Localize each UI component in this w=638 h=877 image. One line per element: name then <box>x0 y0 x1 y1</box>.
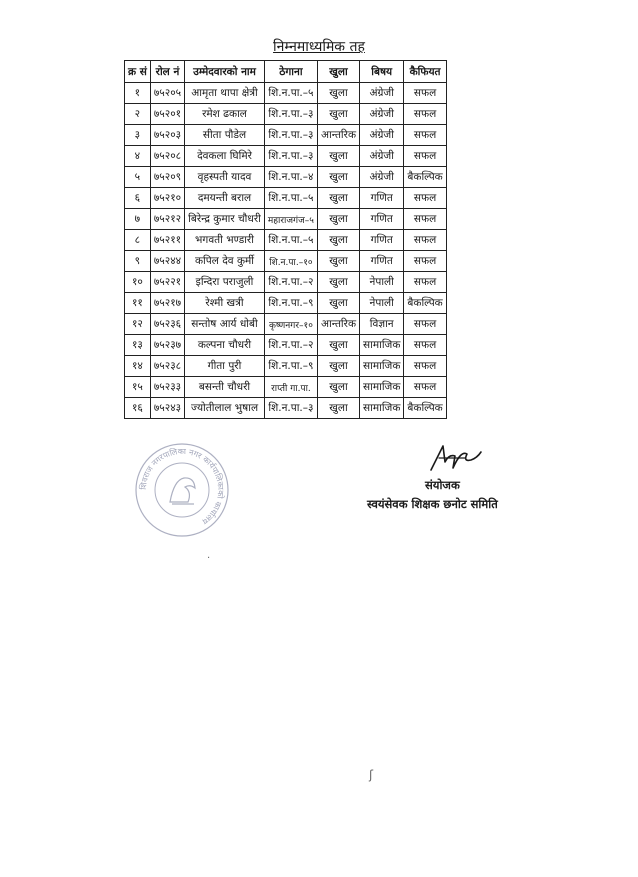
serial-cell: ४ <box>125 146 151 167</box>
serial-cell: ८ <box>125 230 151 251</box>
serial-cell: ३ <box>125 125 151 146</box>
table-row <box>125 125 447 146</box>
name-cell: रमेश ढकाल <box>185 104 265 125</box>
roll-cell: ७५२१२ <box>150 209 184 230</box>
roll-cell: ७५२११ <box>150 230 184 251</box>
table-row <box>125 293 447 314</box>
roll-cell: ७५२३८ <box>150 356 184 377</box>
category-cell: खुला <box>317 335 359 356</box>
address-cell: महाराजगंज–५ <box>264 209 317 230</box>
name-cell: सन्तोष आर्य धोबी <box>185 314 265 335</box>
col-address-header: ठेगाना <box>264 61 317 83</box>
remarks-cell: सफल <box>404 314 446 335</box>
remarks-cell: सफल <box>404 272 446 293</box>
name-cell: वृहस्पती यादव <box>185 167 265 188</box>
subject-cell: सामाजिक <box>360 398 404 419</box>
remarks-cell: सफल <box>404 356 446 377</box>
roll-cell: ७५२०३ <box>150 125 184 146</box>
serial-cell: १२ <box>125 314 151 335</box>
address-cell: कृष्णनगर–१० <box>264 314 317 335</box>
roll-cell: ७५२३३ <box>150 377 184 398</box>
table-row <box>125 314 447 335</box>
category-cell: खुला <box>317 209 359 230</box>
stamp-text: शिवराज नगरपालिका नगर कार्यपालिकाको कार्यालय <box>138 446 226 526</box>
address-cell: शि.न.पा.–३ <box>264 398 317 419</box>
subject-cell: गणित <box>360 230 404 251</box>
category-cell: खुला <box>317 377 359 398</box>
remarks-cell: सफल <box>404 209 446 230</box>
category-cell: आन्तरिक <box>317 314 359 335</box>
roll-cell: ७५२२१ <box>150 272 184 293</box>
serial-cell: १ <box>125 83 151 104</box>
subject-cell: विज्ञान <box>360 314 404 335</box>
address-cell: शि.न.पा.–५ <box>264 83 317 104</box>
serial-cell: ९ <box>125 251 151 272</box>
subject-cell: अंग्रेजी <box>360 146 404 167</box>
remarks-cell: सफल <box>404 335 446 356</box>
remarks-cell: बैकल्पिक <box>404 293 446 314</box>
address-cell: शि.न.पा.–५ <box>264 188 317 209</box>
svg-text:शिवराज नगरपालिका नगर कार्यपालि <box>138 446 226 526</box>
address-cell: शि.न.पा.–३ <box>264 125 317 146</box>
serial-cell: १० <box>125 272 151 293</box>
category-cell: खुला <box>317 293 359 314</box>
name-cell: कपिल देव कुर्मी <box>185 251 265 272</box>
results-table <box>124 60 447 419</box>
address-cell: शि.न.पा.–९ <box>264 356 317 377</box>
category-cell: खुला <box>317 356 359 377</box>
category-cell: खुला <box>317 146 359 167</box>
roll-cell: ७५२०५ <box>150 83 184 104</box>
category-cell: आन्तरिक <box>317 125 359 146</box>
table-row <box>125 356 447 377</box>
category-cell: खुला <box>317 230 359 251</box>
category-cell: खुला <box>317 188 359 209</box>
serial-cell: १६ <box>125 398 151 419</box>
serial-cell: १४ <box>125 356 151 377</box>
address-cell: शि.न.पा.–३ <box>264 104 317 125</box>
name-cell: गीता पुरी <box>185 356 265 377</box>
col-subject-header: बिषय <box>360 61 404 83</box>
remarks-cell: सफल <box>404 230 446 251</box>
table-row <box>125 230 447 251</box>
signature-role: संयोजक <box>425 478 460 492</box>
table-row <box>125 335 447 356</box>
col-name-header: उम्मेदवारको नाम <box>185 61 265 83</box>
header-row <box>125 61 447 83</box>
subject-cell: अंग्रेजी <box>360 167 404 188</box>
roll-cell: ७५२४४ <box>150 251 184 272</box>
serial-cell: २ <box>125 104 151 125</box>
category-cell: खुला <box>317 398 359 419</box>
address-cell: शि.न.पा.–२ <box>264 272 317 293</box>
scan-speck: ʃ <box>369 768 374 782</box>
address-cell: शि.न.पा.–५ <box>264 230 317 251</box>
name-cell: इन्दिरा पराजुली <box>185 272 265 293</box>
table-row <box>125 251 447 272</box>
remarks-cell: सफल <box>404 188 446 209</box>
address-cell: शि.न.पा.–९ <box>264 293 317 314</box>
remarks-cell: सफल <box>404 146 446 167</box>
serial-cell: ७ <box>125 209 151 230</box>
subject-cell: सामाजिक <box>360 377 404 398</box>
category-cell: खुला <box>317 104 359 125</box>
category-cell: खुला <box>317 83 359 104</box>
table-row <box>125 377 447 398</box>
roll-cell: ७५२०८ <box>150 146 184 167</box>
subject-cell: गणित <box>360 188 404 209</box>
remarks-cell: सफल <box>404 125 446 146</box>
table-row <box>125 398 447 419</box>
page-title: निम्नमाध्यमिक तह <box>273 39 365 55</box>
table-row <box>125 104 447 125</box>
serial-cell: १५ <box>125 377 151 398</box>
signature-scribble <box>425 440 485 476</box>
subject-cell: सामाजिक <box>360 356 404 377</box>
col-roll-header: रोल नं <box>150 61 184 83</box>
name-cell: बिरेन्द्र कुमार चौधरी <box>185 209 265 230</box>
subject-cell: गणित <box>360 251 404 272</box>
name-cell: सीता पौडेल <box>185 125 265 146</box>
serial-cell: १३ <box>125 335 151 356</box>
col-serial-header: क्र सं <box>125 61 151 83</box>
signature-committee: स्वयंसेवक शिक्षक छनोट समिति <box>367 497 498 511</box>
col-category-header: खुला <box>317 61 359 83</box>
table-row <box>125 188 447 209</box>
remarks-cell: सफल <box>404 377 446 398</box>
subject-cell: अंग्रेजी <box>360 104 404 125</box>
roll-cell: ७५२१७ <box>150 293 184 314</box>
remarks-cell: सफल <box>404 251 446 272</box>
name-cell: रेश्मी खत्री <box>185 293 265 314</box>
serial-cell: ११ <box>125 293 151 314</box>
roll-cell: ७५२३६ <box>150 314 184 335</box>
roll-cell: ७५२४३ <box>150 398 184 419</box>
roll-cell: ७५२३७ <box>150 335 184 356</box>
stamp-emblem-icon <box>170 478 195 504</box>
name-cell: कल्पना चौधरी <box>185 335 265 356</box>
name-cell: देवकला घिमिरे <box>185 146 265 167</box>
remarks-cell: बैकल्पिक <box>404 398 446 419</box>
remarks-cell: सफल <box>404 83 446 104</box>
remarks-cell: सफल <box>404 104 446 125</box>
name-cell: आमृता थापा क्षेत्री <box>185 83 265 104</box>
remarks-cell: बैकल्पिक <box>404 167 446 188</box>
name-cell: ज्योतीलाल भुषाल <box>185 398 265 419</box>
address-cell: शि.न.पा.–२ <box>264 335 317 356</box>
serial-cell: ५ <box>125 167 151 188</box>
address-cell: शि.न.पा.–१० <box>264 251 317 272</box>
address-cell: राप्ती गा.पा. <box>264 377 317 398</box>
name-cell: बसन्ती चौधरी <box>185 377 265 398</box>
subject-cell: नेपाली <box>360 272 404 293</box>
table-row <box>125 272 447 293</box>
subject-cell: गणित <box>360 209 404 230</box>
subject-cell: अंग्रेजी <box>360 83 404 104</box>
scan-speck: · <box>207 553 211 564</box>
subject-cell: सामाजिक <box>360 335 404 356</box>
roll-cell: ७५२१० <box>150 188 184 209</box>
serial-cell: ६ <box>125 188 151 209</box>
table-row <box>125 146 447 167</box>
address-cell: शि.न.पा.–४ <box>264 167 317 188</box>
name-cell: दमयन्ती बराल <box>185 188 265 209</box>
table-row <box>125 83 447 104</box>
office-stamp <box>132 440 232 540</box>
results-table-body <box>125 83 447 419</box>
col-remarks-header: कैफियत <box>404 61 446 83</box>
category-cell: खुला <box>317 251 359 272</box>
roll-cell: ७५२०९ <box>150 167 184 188</box>
table-row <box>125 167 447 188</box>
name-cell: भगवती भण्डारी <box>185 230 265 251</box>
roll-cell: ७५२०१ <box>150 104 184 125</box>
table-row <box>125 209 447 230</box>
subject-cell: अंग्रेजी <box>360 125 404 146</box>
subject-cell: नेपाली <box>360 293 404 314</box>
results-table-head <box>125 61 447 83</box>
category-cell: खुला <box>317 272 359 293</box>
category-cell: खुला <box>317 167 359 188</box>
address-cell: शि.न.पा.–३ <box>264 146 317 167</box>
